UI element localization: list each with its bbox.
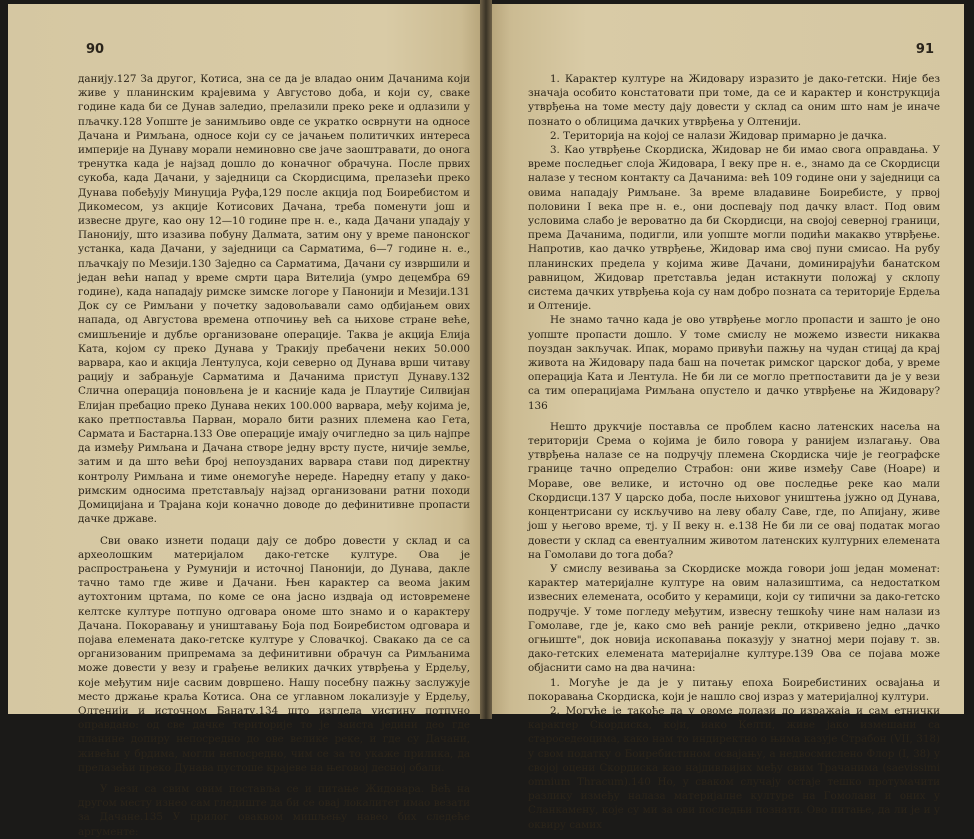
book-gutter: [480, 0, 492, 719]
paragraph: У смислу везивања за Скордиске можда говори још један моменат: карактер материјалне културе на овим налазиштима, са недостатком извесних елемената, особито у керамици, који су типични за дако-гетско подручје. У томе погледу међутим, извесну тешкоћу чине нам налази из Гомолаве, где је, како смо већ раније рекли, откривено једно „дачко огњиште", док новија ископавања показују у знатној мери појаву т. зв. дако-гетских елемената материјалне културе.139 Ова се појава може објаснити само на два начина:: [528, 562, 940, 675]
right-page-text: [528, 72, 940, 832]
left-page-text: [78, 72, 470, 839]
page-number-left: 90: [86, 42, 105, 57]
paragraph: У вези са свим овим постављa се и питање Жидовара. Већ на другом месту изнео сам гледиште да би се овај локалитет имао везати за Дачане.135 У прилог оваквом мишљењу навео бих следеће аргументе:: [78, 782, 470, 838]
paragraph: Сви овако изнети подаци дају се добро довести у склад и са археолошким материјалом дако-гетске културе. Ова је распрострањена у Румунији и источној Панонији, до Дунава, дакле тачно тамо где живе и Дачани. Њен карактер са веома јаким аутохтоним цртама, по коме се она јасно издваја од истовремене келтске културе потпуно одговара ономе што знамо и о карактеру Дачана. Покоравању и уништавању Боја под Боиребистом одговара и појава елемената дако-гетске културе у Словачкој. Свакако да се са организованим припремама за дефинитивни обрачун са Римљанима може довести у везу и грађење великих дачких утврђења у Ердељу, које међутим није сасвим довршено. Нашу посебну пажњу заслужује место држање краља Котиса. Она се углавном локализује у Ердељу, Олтенији и источном Банату,134 што изгледа уистину потпуно оправдано: од све дачке територије то је заиста једини део где планине допиру непосредно до ове велике реке, и где су Дачани, живећи у брдима, могли непосредно, чим се за то укаже прилика, да прелазећи преко Дунава пустоше крајеве на његовој десној обали.: [78, 534, 470, 774]
paragraph: Не знамо тачно када је ово утврђење могло пропасти и зашто је оно уопште пропасти дошло. У томе смислу не можемо извести никаква поуздан закључак. Ипак, морамо привући пажњу на чудан стицај да крај живота на Жидовару пада баш на почетак римског царског доба, у време операција Ката и Лентула. Не би ли се могло претпоставити да је у вези са тим операцијама Римљана опустело и дачко утврђење на Жидовару?136: [528, 314, 940, 412]
paragraph: 1. Могуће је да је у питању епоха Боиребистиних освајања и покоравања Скордиска, који је нашло свој израз у материјалној култури.: [528, 676, 940, 703]
right-page: [492, 4, 964, 831]
paragraph: 3. Као утврђење Скордиска, Жидовар не би имао свога оправдања. У време последњег слоја Жидовара, I веку пре н. е., знамо да се Скордисци налазе у тесном контакту са Дачанима: већ 109 године они у заједници са овима нападају Римљане. За време владавине Боиребисте, у првој половини I века пре н. е., они доспевају под дачку власт. Под овим условима слабо је вероватно да би Скордисци, на својој северној граници, према Дачанима, подигли, или уопште могли подићи макакво утврђење. Напротив, као дачко утврђење, Жидовар има свој пуни смисао. На рубу планинских предела у којима живе Дачани, доминирајући банатском равницом, Жидовар претставља један истакнути положај у склопу система дачких утврђења која су нам добро позната са територије Ердеља и Олтеније.: [528, 144, 940, 313]
left-page: [8, 4, 480, 838]
paragraph: 2. Територија на којој се налази Жидовар примарно је дачка.: [550, 129, 887, 142]
paragraph: 1. Карактер културе на Жидовару изразито је дако-гетски. Није без значаја особито констатовати при томе, да се и карактер и конструкција утврђења на томе месту дају довести у склад са оним што нам је иначе познато о облицима дачких утврђења у Олтенији.: [528, 73, 940, 128]
paragraph: Нешто друкчије поставља се проблем касно латенских насеља на територији Срема о којима је било говора у ранијем излагању. Ова утврђења налазе се на подручју племена Скордиска чије је географске границе тачно определио Страбон: они живе између Саве (Ноаре) и Мораве, ове велике, и источно од ове последње реке као мали Скордисци.137 У царско доба, после њиховог уништења јужно од Дунава, концентрисани су искључиво на леву обалу Саве, где, по Апијану, живе још у његово време, тј. у II веку н. е.138 Не би ли се овај податак могао довести у склад са евентуалним животом латенских културних елемената на Гомолави до тога доба?: [528, 420, 940, 561]
paragraph: данију.127 За другог, Котиса, зна се да је владао оним Дачанима који живе у планинским крајевима у Августово доба, и који су, сваке године када би се Дунав заледио, прелазили преко реке и одлазили у пљачку.128 Уопште је занимљиво овде се укратко осврнути на односе Дачана и Римљана, односе који су се јачањем политичких интереса империје на Дунаву морали неминовно све јаче заоштравати, до онога тренутка када је најзад дошло до коначног обрачуна. После првих сукоба, када Дачани, у заједници са Скордисцима, прелазећи преко Дунава побеђују Минуција Руфа,129 после акција под Боиребистом и Дикомесом, уз акције Котисових Дачана, треба поменути још и извесне друге, као ону 12—10 године пре н. е., када Дачани упадају у Панонију, што изазива побуну Далмата, затим ону у време панонског устанка, када Дачани, у заједници са Сарматима, 6—7 године н. е., пљачкају по Мезији.130 Заједно са Сарматима, Дачани су извршили и један већи напад у време смрти цара Вителија (умро децембра 69 године), када нападају римске зимске логоре у Панонији и Мезији.131 Док су се Римљани у почетку задовољавали само одбијањем ових напада, од Августова времена отпочињу већ са њиховe стране веће, смишљеније и дубље организоване операције. Таква је акција Елија Ката, којом су преко Дунава у Тракију пребачени неких 50.000 варвара, као и акција Лентулуса, који северно од Дунава врши читаву рацију и забрањује Сарматима и Дачанима приступ Дунаву.132 Слична операција поновљена је и касније када је Плаутије Силвијан Елијан пребацио преко Дунава неких 100.000 варвара, међу којима је, како претпоставља Парван, морало бити разних племена као Гета, Сармата и Бастарна.133 Ове операције имају очигледно за циљ најпре да између Римљана и Дачана створе једну врсту пусте, ничије земље, затим и да што већи број непоузданих варвара стави под директну контролу Римљана и тиме онемогуће нереде. Наредну етапу у дако-римским односима претстављају најзад организовани ратни походи Домицијана и Трајана који коначно доводе до дефинитивне пропасти дачке државе.: [78, 73, 470, 526]
page-number-right: 91: [915, 42, 934, 57]
paragraph: 2. Могуће је такође да у овоме долази до изражаја и сам етнички карактер Скордиска, који, иако Келти, живе јако измешани са староседеоцима, како нам то индиректно о њима казује Страбон (VII, 318) у свом податку о Боиребистином освајању, а недвосмислено Флор (I, 38) у својој оцени Скордиска као најдивљијих међу свим Трачанима (saevissimi omnium Thracum).140 Но, у сваком случају остаје тешко протумачити разлику између налаза материјалне културе на Гомолави и оних у Сланкамену, које су ми зa ови последњи познати. Ово питање, да ли је и у оквиру самих: [528, 704, 940, 831]
